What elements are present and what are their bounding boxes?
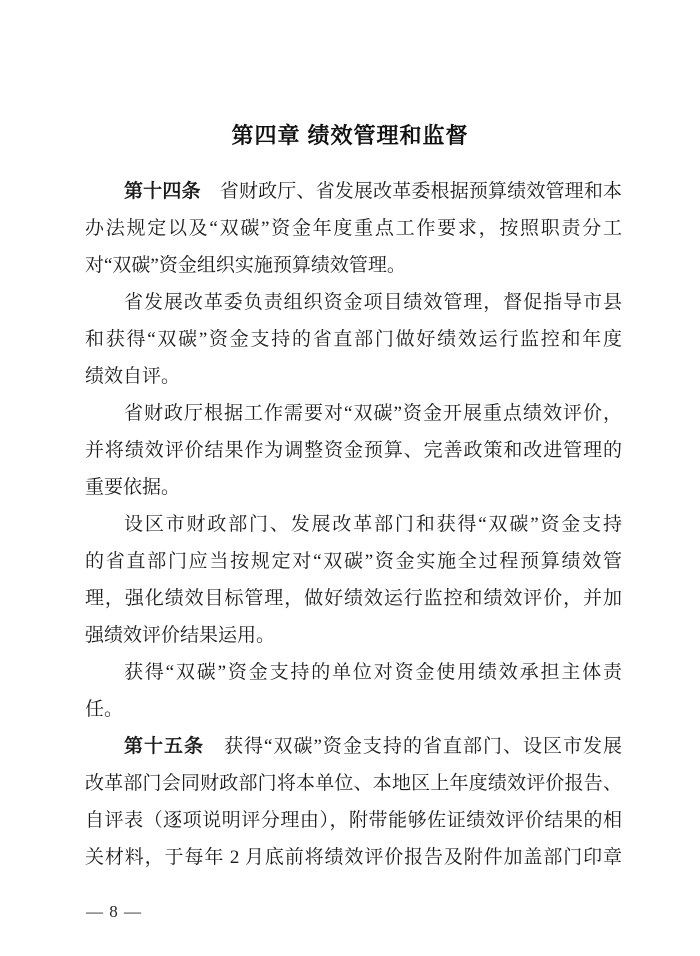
text-segment: 和获得“双碳”资金支持的省直部门做好绩效运行监控和年度 xyxy=(85,329,622,350)
text-line xyxy=(85,839,622,876)
text-line xyxy=(85,395,622,432)
text-segment: 改革部门会同财政部门将本单位、本地区上年度绩效评价报告、 xyxy=(85,773,622,794)
text-segment: 并将绩效评价结果作为调整资金预算、完善政策和改进管理的 xyxy=(85,440,622,461)
text-line xyxy=(85,432,622,469)
text-line xyxy=(85,284,622,321)
text-segment: 任。 xyxy=(85,699,124,720)
text-segment: 设区市财政部门、发展改革部门和获得“双碳”资金支持 xyxy=(124,514,622,535)
text-segment: 绩效自评。 xyxy=(85,366,181,387)
text-segment: 省发展改革委负责组织资金项目绩效管理，督促指导市县 xyxy=(124,292,622,313)
document-body xyxy=(85,173,622,876)
page-number: — 8 — xyxy=(86,902,142,921)
text-segment: 的省直部门应当按规定对“双碳”资金实施全过程预算绩效管 xyxy=(85,551,622,572)
text-line xyxy=(85,765,622,802)
text-segment: 强绩效评价结果运用。 xyxy=(85,625,276,646)
text-line xyxy=(85,210,622,247)
text-line xyxy=(85,802,622,839)
text-segment: 获得“双碳”资金支持的省直部门、设区市发展 xyxy=(204,736,622,757)
chapter-title: 第四章 绩效管理和监督 xyxy=(231,123,469,148)
text-segment: 理，强化绩效目标管理，做好绩效运行监控和绩效评价，并加 xyxy=(85,588,622,609)
text-line xyxy=(85,654,622,691)
text-line xyxy=(85,691,622,728)
text-line xyxy=(85,173,622,210)
article-number-label: 第十四条 xyxy=(124,181,201,202)
text-segment: 办法规定以及“双碳”资金年度重点工作要求，按照职责分工 xyxy=(85,218,622,239)
text-segment: 重要依据。 xyxy=(85,477,181,498)
text-line xyxy=(85,728,622,765)
text-segment: 省财政厅、省发展改革委根据预算绩效管理和本 xyxy=(200,181,622,202)
text-line xyxy=(85,321,622,358)
text-line xyxy=(85,543,622,580)
text-segment: 省财政厅根据工作需要对“双碳”资金开展重点绩效评价， xyxy=(124,403,622,424)
text-segment: 获得“双碳”资金支持的单位对资金使用绩效承担主体责 xyxy=(124,662,622,683)
text-line xyxy=(85,580,622,617)
text-segment: 对“双碳”资金组织实施预算绩效管理。 xyxy=(85,255,406,276)
text-line xyxy=(85,469,622,506)
text-segment: 自评表（逐项说明评分理由），附带能够佐证绩效评价结果的相 xyxy=(85,810,622,831)
text-line xyxy=(85,247,622,284)
text-segment: 关材料，于每年 2 月底前将绩效评价报告及附件加盖部门印章 xyxy=(85,847,622,868)
text-line xyxy=(85,617,622,654)
article-number-label: 第十五条 xyxy=(124,736,205,757)
text-line xyxy=(85,506,622,543)
text-line xyxy=(85,358,622,395)
